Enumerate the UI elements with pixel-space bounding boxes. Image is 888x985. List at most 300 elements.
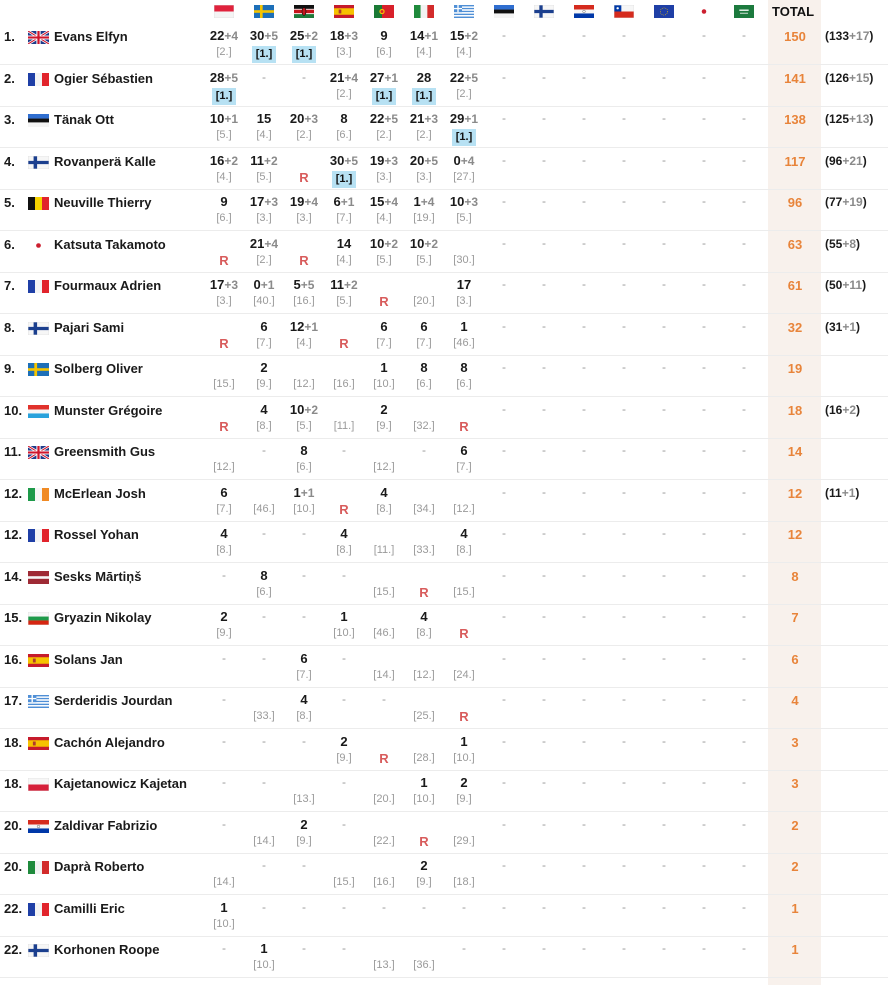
finish-position: [15.] [373, 586, 395, 598]
no-result: - [502, 277, 506, 291]
no-result: - [262, 526, 266, 540]
points-value: 5 [293, 277, 301, 292]
driver-name[interactable]: Sesks Mārtiņš [54, 569, 142, 584]
table-row [0, 24, 888, 65]
points [204, 857, 244, 874]
result-cell [564, 857, 604, 893]
points [444, 442, 484, 459]
breakdown-bonus: +19 [842, 195, 863, 209]
finish-position: [7.] [216, 503, 232, 515]
no-result: - [662, 858, 666, 872]
result-cell [724, 899, 764, 935]
points-value: 14 [409, 28, 425, 43]
points [284, 27, 324, 44]
result-cell [684, 691, 724, 727]
driver-name[interactable]: Rossel Yohan [54, 527, 139, 542]
result-cell [524, 69, 564, 105]
driver-name[interactable]: Korhonen Roope [54, 942, 160, 957]
result-cell [684, 774, 724, 810]
no-result: - [462, 900, 466, 914]
no-result: - [342, 651, 346, 665]
driver-name[interactable]: Pajari Sami [54, 320, 125, 335]
no-result: - [662, 817, 666, 831]
no-result: - [702, 526, 706, 540]
finish-position: [16.] [333, 378, 355, 390]
result-cell [324, 27, 364, 63]
result-cell [204, 359, 244, 395]
no-result: - [222, 941, 226, 955]
finish-position: [9.] [416, 876, 432, 888]
no-result: - [702, 775, 706, 789]
table-row [0, 564, 888, 605]
no-result: - [502, 941, 506, 955]
driver-name[interactable]: Neuville Thierry [54, 195, 152, 210]
no-result: - [262, 609, 266, 623]
finish-position: [4.] [216, 171, 232, 183]
result-cell [284, 276, 324, 312]
result-cell [524, 110, 564, 146]
winner-badge: [1.] [452, 129, 477, 146]
points [364, 27, 404, 44]
result-cell [284, 525, 324, 561]
finish-position: [5.] [216, 129, 232, 141]
driver-name[interactable]: Cachón Alejandro [54, 735, 165, 750]
bonus-points: +2 [304, 29, 319, 43]
points [244, 359, 284, 376]
nationality-flag-icon [28, 612, 49, 625]
result-cell [284, 193, 324, 229]
finish-position: [6.] [296, 461, 312, 473]
table-row [0, 273, 888, 314]
result-cell [204, 816, 244, 852]
no-result: - [542, 526, 546, 540]
result-cell [364, 152, 404, 188]
winner-badge: [1.] [292, 46, 317, 63]
row-divider [0, 230, 888, 231]
no-result: - [582, 443, 586, 457]
no-result: - [582, 775, 586, 789]
result-cell [644, 442, 684, 478]
points [404, 110, 444, 127]
no-result: - [342, 941, 346, 955]
result-cell [364, 401, 404, 437]
result-cell [444, 608, 484, 644]
driver-name[interactable]: Munster Grégoire [54, 403, 163, 418]
no-result: - [542, 941, 546, 955]
finish-position: [9.] [296, 835, 312, 847]
result-cell [524, 359, 564, 395]
finish-position: [5.] [296, 420, 312, 432]
no-result: - [702, 443, 706, 457]
result-cell [484, 899, 524, 935]
points [364, 318, 404, 335]
result-cell [484, 69, 524, 105]
no-result: - [382, 692, 386, 706]
bonus-points: +3 [424, 112, 439, 126]
driver-name[interactable]: McErlean Josh [54, 486, 146, 501]
result-cell [284, 857, 324, 893]
result-cell [684, 235, 724, 271]
result-cell [604, 525, 644, 561]
no-result: - [502, 236, 506, 250]
points-value: 15 [369, 194, 385, 209]
driver-name[interactable]: Serderidis Jourdan [54, 693, 173, 708]
points-value: 1 [413, 194, 421, 209]
result-cell [724, 110, 764, 146]
result-cell [604, 608, 644, 644]
finish-position: [6.] [416, 378, 432, 390]
total-points: 32 [787, 320, 803, 335]
finish-position: [12.] [413, 669, 435, 681]
finish-position: [24.] [453, 669, 475, 681]
no-result: - [662, 443, 666, 457]
no-result: - [422, 443, 426, 457]
result-cell [484, 525, 524, 561]
no-result: - [702, 153, 706, 167]
result-cell [524, 899, 564, 935]
total-points: 12 [787, 486, 803, 501]
result-cell [564, 359, 604, 395]
result-cell [284, 774, 324, 810]
points-value: 1 [340, 609, 348, 624]
no-result: - [582, 817, 586, 831]
no-result: - [662, 485, 666, 499]
points [404, 152, 444, 169]
saudi-arabia-flag-icon [734, 5, 754, 18]
result-cell [644, 276, 684, 312]
result-cell [404, 359, 444, 395]
result-cell [524, 193, 564, 229]
no-result: - [662, 360, 666, 374]
points-value: 17 [209, 277, 225, 292]
result-cell [404, 691, 444, 727]
finish-position: [7.] [416, 337, 432, 349]
points [364, 484, 404, 501]
result-cell [564, 899, 604, 935]
points [244, 235, 284, 252]
result-cell [564, 152, 604, 188]
no-result: - [662, 236, 666, 250]
position: 12. [4, 527, 23, 542]
result-cell [524, 940, 564, 976]
breakdown-main: 16 [829, 403, 843, 417]
result-cell [724, 359, 764, 395]
points-value: 27 [369, 70, 385, 85]
bonus-points: +5 [344, 154, 359, 168]
no-result: - [502, 900, 506, 914]
no-result: - [302, 568, 306, 582]
result-cell [564, 816, 604, 852]
points [284, 276, 324, 293]
result-cell [724, 608, 764, 644]
points [444, 110, 484, 127]
result-cell [484, 650, 524, 686]
points-value: 29 [449, 111, 465, 126]
retired-mark: R [419, 585, 429, 600]
no-result: - [702, 651, 706, 665]
no-result: - [742, 111, 746, 125]
finish-position: [8.] [296, 710, 312, 722]
result-cell [324, 318, 364, 354]
breakdown-bonus: +1 [842, 320, 857, 334]
result-cell [684, 110, 724, 146]
points-value: 16 [209, 153, 225, 168]
result-cell [604, 152, 644, 188]
points-value: 4 [300, 692, 308, 707]
no-result: - [702, 568, 706, 582]
result-cell [604, 691, 644, 727]
finish-position: [6.] [256, 586, 272, 598]
result-cell [644, 940, 684, 976]
points [284, 318, 324, 335]
greece-flag-icon [454, 5, 474, 18]
result-cell [364, 110, 404, 146]
no-result: - [542, 817, 546, 831]
finish-position: [10.] [453, 752, 475, 764]
breakdown-main: 126 [829, 71, 850, 85]
result-cell [204, 276, 244, 312]
bonus-points: +5 [300, 278, 315, 292]
driver-name[interactable]: Daprà Roberto [54, 859, 145, 874]
no-result: - [662, 775, 666, 789]
retired-mark: R [419, 834, 429, 849]
no-result: - [702, 734, 706, 748]
driver-name[interactable]: Zaldivar Fabrizio [54, 818, 158, 833]
result-cell [724, 525, 764, 561]
result-cell [644, 774, 684, 810]
points-value: 6 [260, 319, 268, 334]
no-result: - [262, 651, 266, 665]
bonus-points: +5 [424, 154, 439, 168]
no-result: - [502, 568, 506, 582]
result-cell [564, 774, 604, 810]
bonus-points: +3 [264, 195, 279, 209]
bonus-points: +2 [384, 237, 399, 251]
finish-position: [40.] [253, 295, 275, 307]
no-result: - [622, 858, 626, 872]
result-cell [364, 525, 404, 561]
result-cell [484, 359, 524, 395]
result-cell [524, 733, 564, 769]
no-result: - [502, 402, 506, 416]
finish-position: [3.] [376, 171, 392, 183]
no-result: - [622, 111, 626, 125]
result-cell [604, 193, 644, 229]
bonus-points: +3 [304, 112, 319, 126]
result-cell [604, 857, 644, 893]
points [444, 525, 484, 542]
points-value: 1 [220, 900, 228, 915]
result-cell [724, 69, 764, 105]
result-cell [364, 318, 404, 354]
points-value: 8 [260, 568, 268, 583]
finish-position: [6.] [216, 212, 232, 224]
driver-name[interactable]: Evans Elfyn [54, 29, 128, 44]
driver-name[interactable]: Ogier Sébastien [54, 71, 153, 86]
finish-position: [10.] [213, 918, 235, 930]
finish-position: [9.] [256, 378, 272, 390]
no-result: - [742, 443, 746, 457]
finish-position: [7.] [256, 337, 272, 349]
points [364, 359, 404, 376]
result-cell [644, 857, 684, 893]
result-cell [364, 650, 404, 686]
points [204, 152, 244, 169]
result-cell [644, 318, 684, 354]
points-value: 1 [460, 319, 468, 334]
result-cell [444, 650, 484, 686]
driver-name[interactable]: Kajetanowicz Kajetan [54, 776, 187, 791]
bonus-points: +4 [384, 195, 399, 209]
no-result: - [742, 900, 746, 914]
driver-name[interactable]: Fourmaux Adrien [54, 278, 162, 293]
driver-name[interactable]: Camilli Eric [54, 901, 125, 916]
driver-name[interactable]: Greensmith Gus [54, 444, 156, 459]
no-result: - [702, 28, 706, 42]
no-result: - [742, 817, 746, 831]
total-points: 61 [787, 278, 803, 293]
nationality-flag-icon [28, 114, 49, 127]
breakdown-bonus: +2 [842, 403, 857, 417]
bonus-points: +2 [304, 403, 319, 417]
driver-name[interactable]: Katsuta Takamoto [54, 237, 166, 252]
result-cell [604, 442, 644, 478]
result-cell [244, 152, 284, 188]
result-cell [404, 525, 444, 561]
points [364, 816, 404, 833]
points-value: 4 [380, 485, 388, 500]
no-result: - [622, 651, 626, 665]
position: 10. [4, 403, 23, 418]
bonus-points: +1 [340, 195, 355, 209]
result-cell [684, 318, 724, 354]
result-cell [644, 484, 684, 520]
points-value: 10 [409, 236, 425, 251]
points [284, 691, 324, 708]
result-cell [284, 733, 324, 769]
points-value: 2 [340, 734, 348, 749]
points [364, 235, 404, 252]
points [364, 442, 404, 459]
finish-position: [5.] [376, 254, 392, 266]
points-value: 2 [300, 817, 308, 832]
result-cell [204, 940, 244, 976]
no-result: - [502, 692, 506, 706]
driver-name[interactable]: Gryazin Nikolay [54, 610, 152, 625]
no-result: - [582, 236, 586, 250]
points-value: 21 [329, 70, 345, 85]
winner-badge: [1.] [252, 46, 277, 63]
points [364, 608, 404, 625]
points-value: 14 [336, 236, 352, 251]
position: 7. [4, 278, 15, 293]
bonus-points: +4 [460, 154, 475, 168]
result-cell [244, 940, 284, 976]
result-cell [604, 276, 644, 312]
no-result: - [702, 817, 706, 831]
no-result: - [742, 28, 746, 42]
nationality-flag-icon [28, 695, 49, 708]
points [444, 27, 484, 44]
result-cell [684, 359, 724, 395]
no-result: - [742, 734, 746, 748]
no-result: - [622, 70, 626, 84]
breakdown-bonus: +17 [849, 29, 870, 43]
result-cell [644, 608, 684, 644]
driver-name[interactable]: Solberg Oliver [54, 361, 143, 376]
result-cell [484, 816, 524, 852]
row-divider [0, 562, 888, 563]
retired-mark: R [219, 336, 229, 351]
result-cell [364, 235, 404, 271]
result-cell [724, 276, 764, 312]
nationality-flag-icon [28, 446, 49, 459]
result-cell [524, 276, 564, 312]
no-result: - [742, 485, 746, 499]
result-cell [684, 152, 724, 188]
bonus-points: +2 [424, 237, 439, 251]
result-cell [564, 733, 604, 769]
points-breakdown: (31+1) [825, 320, 861, 334]
finish-position: [9.] [376, 420, 392, 432]
finish-position: [19.] [413, 212, 435, 224]
result-cell [204, 69, 244, 105]
nationality-flag-icon [28, 239, 49, 252]
points [244, 691, 284, 708]
result-cell [204, 691, 244, 727]
no-result: - [542, 900, 546, 914]
result-cell [524, 816, 564, 852]
result-cell [644, 401, 684, 437]
points [404, 691, 444, 708]
points-breakdown: (16+2) [825, 403, 861, 417]
result-cell [364, 940, 404, 976]
points [324, 608, 364, 625]
points [284, 193, 324, 210]
finish-position: [2.] [416, 129, 432, 141]
no-result: - [302, 941, 306, 955]
total-points: 138 [784, 112, 806, 127]
no-result: - [542, 858, 546, 872]
row-divider [0, 396, 888, 397]
position: 3. [4, 112, 15, 127]
breakdown-main: 11 [829, 486, 842, 500]
no-result: - [702, 277, 706, 291]
points-value: 9 [380, 28, 388, 43]
points [324, 359, 364, 376]
table-row [0, 481, 888, 522]
finish-position: [7.] [376, 337, 392, 349]
result-cell [284, 110, 324, 146]
table-row [0, 439, 888, 480]
total-points: 141 [784, 71, 806, 86]
driver-name[interactable]: Tänak Ott [54, 112, 114, 127]
result-cell [404, 650, 444, 686]
table-row [0, 398, 888, 439]
points [244, 318, 284, 335]
no-result: - [222, 775, 226, 789]
points [324, 276, 364, 293]
retired-mark: R [459, 709, 469, 724]
points [444, 276, 484, 293]
points [244, 193, 284, 210]
result-cell [204, 525, 244, 561]
driver-name[interactable]: Solans Jan [54, 652, 123, 667]
bonus-points: +5 [464, 71, 479, 85]
driver-name[interactable]: Rovanperä Kalle [54, 154, 156, 169]
result-cell [644, 567, 684, 603]
result-cell [484, 567, 524, 603]
